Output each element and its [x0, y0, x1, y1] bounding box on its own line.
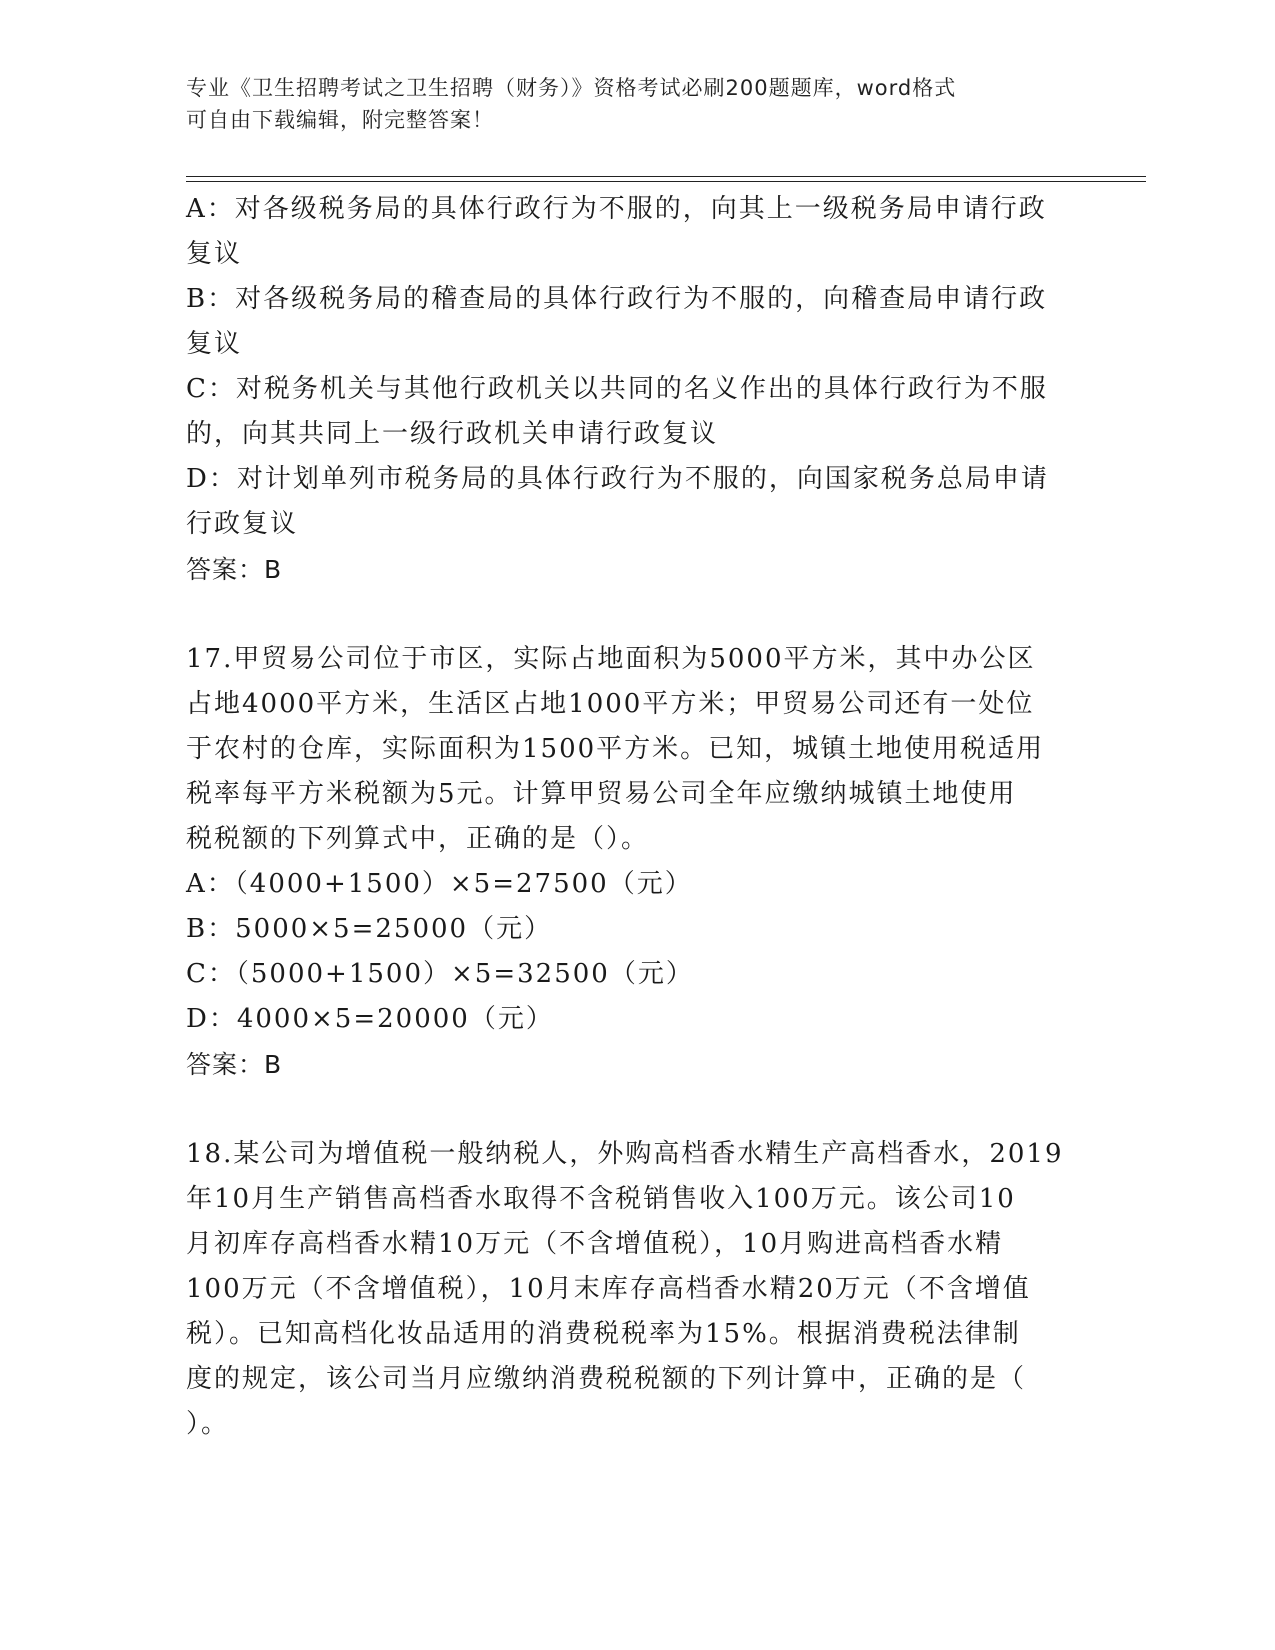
q17-stem-line-2: 占地4000平方米，生活区占地1000平方米；甲贸易公司还有一处位 [186, 689, 1035, 719]
q17-stem-line-3: 于农村的仓库，实际面积为1500平方米。已知，城镇土地使用税适用 [186, 734, 1045, 764]
q16-option-a-line-2: 复议 [186, 239, 243, 269]
q18-stem-line-2: 年10月生产销售高档香水取得不含税销售收入100万元。该公司10 [186, 1184, 1016, 1214]
q16-option-c-line-2: 的，向其共同上一级行政机关申请行政复议 [186, 419, 719, 449]
header-divider-bottom [186, 181, 1146, 182]
q18-stem-line-5: 税）。已知高档化妆品适用的消费税税率为15%。根据消费税法律制 [186, 1319, 1021, 1349]
q16-option-a-line-1: A：对各级税务局的具体行政行为不服的，向其上一级税务局申请行政 [186, 194, 1047, 224]
q16-option-b-line-1: B：对各级税务局的稽查局的具体行政行为不服的，向稽查局申请行政 [186, 284, 1048, 314]
q17-stem-line-5: 税税额的下列算式中，正确的是（）。 [186, 824, 650, 854]
q16-option-c-line-1: C：对税务机关与其他行政机关以共同的名义作出的具体行政行为不服 [186, 374, 1048, 404]
header-divider-top [186, 176, 1146, 177]
spacer [186, 1087, 1066, 1132]
q16-option-d-line-1: D：对计划单列市税务局的具体行政行为不服的，向国家税务总局申请 [186, 464, 1049, 494]
document-body [186, 187, 1066, 1447]
spacer [186, 592, 1066, 637]
q18-stem-line-6: 度的规定，该公司当月应缴纳消费税税额的下列计算中，正确的是（ [186, 1364, 1027, 1394]
q17-option-c: C：（5000+1500）×5=32500（元） [186, 959, 694, 989]
q17-stem-line-4: 税率每平方米税额为5元。计算甲贸易公司全年应缴纳城镇土地使用 [186, 779, 1017, 809]
q18-stem-line-3: 月初库存高档香水精10万元（不含增值税），10月购进高档香水精 [186, 1229, 1004, 1259]
q17-option-d: D：4000×5=20000（元） [186, 1004, 554, 1034]
header-line-1: 专业《卫生招聘考试之卫生招聘（财务）》资格考试必刷200题题库，word格式 [186, 76, 957, 100]
question-16 [186, 187, 1066, 592]
q18-stem-line-1: 18.某公司为增值税一般纳税人，外购高档香水精生产高档香水，2019 [186, 1139, 1064, 1169]
q16-answer: 答案：B [186, 555, 283, 584]
document-header [186, 72, 1066, 136]
q16-option-b-line-2: 复议 [186, 329, 243, 359]
q18-stem-line-4: 100万元（不含增值税），10月末库存高档香水精20万元（不含增值 [186, 1274, 1031, 1304]
q17-answer: 答案：B [186, 1050, 283, 1079]
q17-option-a: A：（4000+1500）×5=27500（元） [186, 869, 693, 899]
question-18 [186, 1132, 1066, 1447]
header-line-2: 可自由下载编辑，附完整答案！ [186, 108, 494, 132]
q18-stem-line-7: ）。 [186, 1409, 230, 1439]
q17-stem-line-1: 17.甲贸易公司位于市区，实际占地面积为5000平方米，其中办公区 [186, 644, 1036, 674]
question-17 [186, 637, 1066, 1087]
q16-option-d-line-2: 行政复议 [186, 509, 299, 539]
q17-option-b: B：5000×5=25000（元） [186, 914, 553, 944]
